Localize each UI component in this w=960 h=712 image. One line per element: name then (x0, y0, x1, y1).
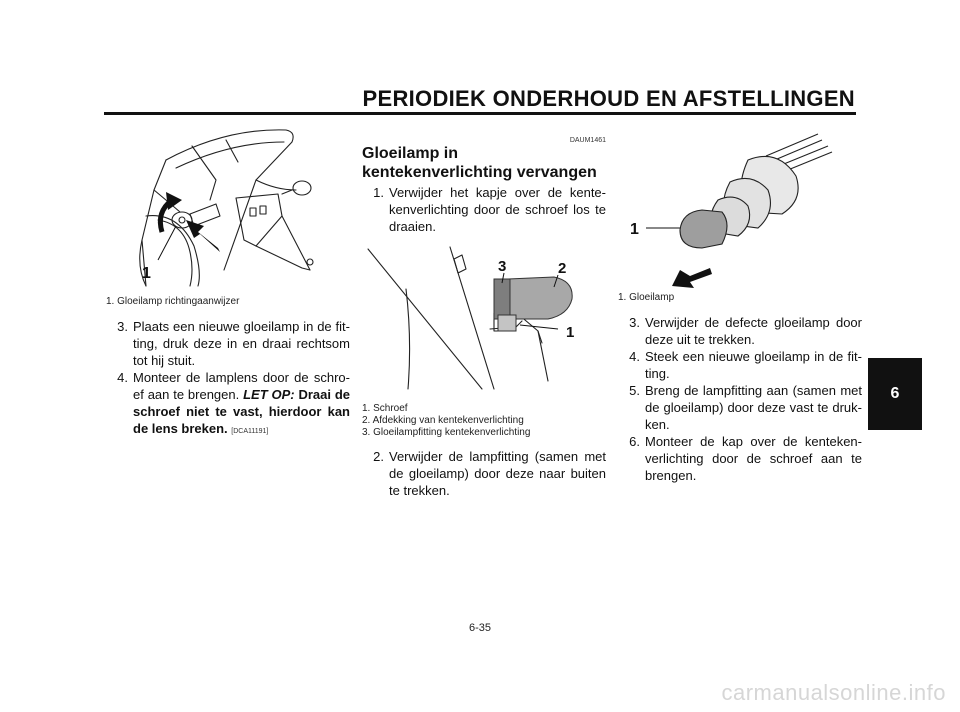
step-text: Monteer de kap over de kenteken-verlichting door de schroef aan te brengen. (645, 434, 862, 483)
caution-code: [DCA11191] (231, 428, 269, 435)
step-text: Verwijder het kapje over de kente-kenverlichting door de schroef los te draaien. (389, 185, 606, 234)
caution-label: LET OP: (243, 387, 295, 402)
list-item (362, 184, 606, 235)
caution-text: Draai de schroef niet te vast, hierdoor kan de lens breken. (133, 387, 350, 436)
column-3 (618, 120, 862, 484)
step-text (133, 369, 350, 440)
section-title-line-2: kentekenverlichting vervangen (362, 164, 597, 181)
step-text: Verwijder de lampfitting (samen met de gloeilamp) door deze naar buiten te trekken. (389, 449, 606, 498)
step-number: 1. (373, 185, 384, 200)
step-number: 4. (117, 370, 128, 385)
license-light-illustration (362, 239, 606, 397)
figure-captions (362, 403, 606, 439)
step-number: 3. (117, 319, 128, 334)
step-text: Plaats een nieuwe gloeilamp in de fit-ting, druk deze in en draai rechtsom tot hij stuit. (133, 319, 350, 368)
step-text: Breng de lampfitting aan (samen met de gloeilamp) door deze vast te druk-ken. (645, 383, 862, 432)
step-text: Steek een nieuwe gloeilamp in de fit-ting. (645, 349, 862, 381)
step-number: 3. (629, 315, 640, 330)
figure-callout-1: 1 (630, 221, 639, 238)
figure-callout-1: 1 (142, 265, 151, 282)
list-item (362, 448, 606, 499)
bulb-illustration (618, 120, 862, 288)
steps-list (106, 318, 350, 440)
list-item (618, 348, 862, 382)
step-text-pre: Monteer de lamplens door de schro-ef aan te brengen. (133, 370, 350, 402)
list-item (106, 369, 350, 440)
list-item (618, 382, 862, 433)
section-title-line-1: Gloeilamp in (362, 145, 459, 162)
header-rule (104, 112, 856, 115)
page-header-title: PERIODIEK ONDERHOUD EN AFSTELLINGEN (362, 86, 855, 111)
section-code: DAUM1461 (569, 137, 606, 144)
caption-line: 1. Schroef (362, 403, 408, 414)
column-2 (362, 120, 606, 499)
column-1 (106, 120, 350, 440)
turn-signal-illustration (106, 120, 350, 288)
caption-line: 3. Gloeilampfitting kentekenverlichting (362, 427, 531, 438)
figure-callout-1: 1 (566, 324, 575, 341)
list-item (618, 433, 862, 484)
caption-line: 2. Afdekking van kentekenverlichting (362, 415, 524, 426)
steps-list (618, 314, 862, 484)
step-number: 6. (629, 434, 640, 449)
step-number: 2. (373, 449, 384, 464)
chapter-tab[interactable]: 6 (868, 358, 922, 430)
watermark: carmanualsonline.info (721, 680, 946, 705)
page-number: 6-35 (468, 622, 492, 634)
list-item (618, 314, 862, 348)
figure-caption: 1. Gloeilamp richtingaanwijzer (106, 296, 240, 307)
step-text: Verwijder de defecte gloeilamp door deze uit te trekken. (645, 315, 862, 347)
figure-callout-3: 3 (498, 258, 507, 275)
step-number: 4. (629, 349, 640, 364)
section-title (362, 144, 606, 182)
figure-caption: 1. Gloeilamp (618, 292, 675, 303)
figure-callout-2: 2 (558, 260, 567, 277)
steps-list (362, 184, 606, 235)
steps-list (362, 448, 606, 499)
step-number: 5. (629, 383, 640, 398)
list-item (106, 318, 350, 369)
